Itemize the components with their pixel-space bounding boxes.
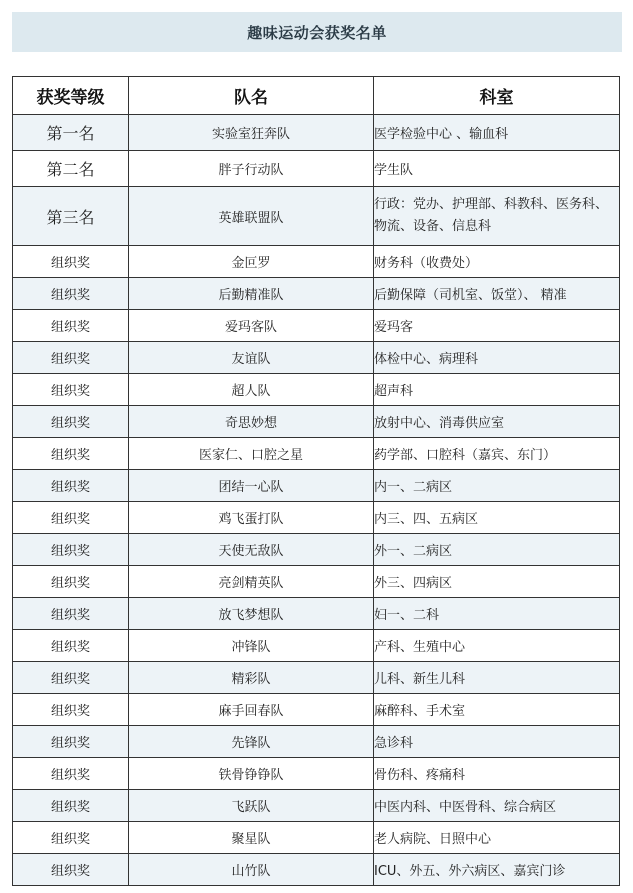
cell-team: 实验室狂奔队: [129, 115, 374, 151]
awards-table: [12, 76, 620, 886]
cell-team: 医家仁、口腔之星: [129, 438, 374, 470]
cell-dept: 放射中心、消毒供应室: [374, 406, 620, 438]
cell-team: 鸡飞蛋打队: [129, 502, 374, 534]
cell-team: 飞跃队: [129, 790, 374, 822]
cell-dept: 后勤保障（司机室、饭堂）、 精准: [374, 278, 620, 310]
cell-team: 亮剑精英队: [129, 566, 374, 598]
cell-level: 组织奖: [13, 406, 129, 438]
cell-team: 团结一心队: [129, 470, 374, 502]
table-row: [13, 187, 620, 246]
cell-team: 麻手回春队: [129, 694, 374, 726]
cell-team: 山竹队: [129, 854, 374, 886]
header-dept: 科室: [374, 77, 620, 115]
page-title: 趣味运动会获奖名单: [247, 23, 387, 42]
cell-level: 组织奖: [13, 790, 129, 822]
table-row: [13, 438, 620, 470]
cell-team: 爱玛客队: [129, 310, 374, 342]
cell-team: 奇思妙想: [129, 406, 374, 438]
table-row: [13, 854, 620, 886]
cell-team: 英雄联盟队: [129, 187, 374, 246]
table-row: [13, 374, 620, 406]
table-row: [13, 822, 620, 854]
cell-level: 组织奖: [13, 502, 129, 534]
cell-dept: 老人病院、日照中心: [374, 822, 620, 854]
cell-team: 聚星队: [129, 822, 374, 854]
cell-dept: 儿科、新生儿科: [374, 662, 620, 694]
table-row: [13, 502, 620, 534]
cell-dept: 中医内科、中医骨科、综合病区: [374, 790, 620, 822]
table-row: [13, 115, 620, 151]
cell-dept: 内一、二病区: [374, 470, 620, 502]
table-row: [13, 758, 620, 790]
cell-team: 天使无敌队: [129, 534, 374, 566]
table-row: [13, 598, 620, 630]
table-row: [13, 278, 620, 310]
table-row: [13, 151, 620, 187]
cell-dept: 内三、四、五病区: [374, 502, 620, 534]
title-bar: [12, 12, 622, 52]
cell-level: 组织奖: [13, 470, 129, 502]
cell-dept: 麻醉科、手术室: [374, 694, 620, 726]
header-team: 队名: [129, 77, 374, 115]
table-row: [13, 342, 620, 374]
cell-team: 放飞梦想队: [129, 598, 374, 630]
cell-level: 第三名: [13, 187, 129, 246]
cell-level: 组织奖: [13, 534, 129, 566]
cell-dept: 急诊科: [374, 726, 620, 758]
cell-dept: 学生队: [374, 151, 620, 187]
table-row: [13, 310, 620, 342]
cell-dept: 外三、四病区: [374, 566, 620, 598]
cell-team: 铁骨铮铮队: [129, 758, 374, 790]
cell-team: 胖子行动队: [129, 151, 374, 187]
table-row: [13, 662, 620, 694]
table-row: [13, 470, 620, 502]
cell-team: 精彩队: [129, 662, 374, 694]
table-row: [13, 246, 620, 278]
cell-level: 组织奖: [13, 278, 129, 310]
table-row: [13, 566, 620, 598]
cell-dept: 外一、二病区: [374, 534, 620, 566]
cell-level: 组织奖: [13, 630, 129, 662]
cell-dept: 妇一、二科: [374, 598, 620, 630]
cell-level: 组织奖: [13, 726, 129, 758]
cell-dept: 行政：党办、护理部、科教科、医务科、物流、设备、信息科: [374, 187, 620, 246]
cell-team: 先锋队: [129, 726, 374, 758]
cell-dept: 医学检验中心 、输血科: [374, 115, 620, 151]
table-row: [13, 406, 620, 438]
cell-team: 金叵罗: [129, 246, 374, 278]
cell-level: 第二名: [13, 151, 129, 187]
cell-team: 超人队: [129, 374, 374, 406]
table-header-row: [13, 77, 620, 115]
cell-level: 组织奖: [13, 374, 129, 406]
cell-dept: 产科、生殖中心: [374, 630, 620, 662]
cell-level: 组织奖: [13, 598, 129, 630]
cell-level: 组织奖: [13, 694, 129, 726]
cell-dept: ICU、外五、外六病区、嘉宾门诊: [374, 854, 620, 886]
cell-level: 组织奖: [13, 246, 129, 278]
table-row: [13, 726, 620, 758]
cell-dept: 超声科: [374, 374, 620, 406]
cell-level: 第一名: [13, 115, 129, 151]
cell-dept: 爱玛客: [374, 310, 620, 342]
table-row: [13, 694, 620, 726]
cell-level: 组织奖: [13, 438, 129, 470]
cell-level: 组织奖: [13, 342, 129, 374]
cell-level: 组织奖: [13, 758, 129, 790]
cell-team: 后勤精准队: [129, 278, 374, 310]
cell-dept: 药学部、口腔科（嘉宾、东门）: [374, 438, 620, 470]
table-row: [13, 630, 620, 662]
cell-level: 组织奖: [13, 310, 129, 342]
cell-team: 友谊队: [129, 342, 374, 374]
table-row: [13, 790, 620, 822]
cell-level: 组织奖: [13, 662, 129, 694]
header-level: 获奖等级: [13, 77, 129, 115]
cell-dept: 财务科（收费处）: [374, 246, 620, 278]
cell-level: 组织奖: [13, 854, 129, 886]
cell-team: 冲锋队: [129, 630, 374, 662]
cell-dept: 骨伤科、疼痛科: [374, 758, 620, 790]
table-row: [13, 534, 620, 566]
cell-level: 组织奖: [13, 822, 129, 854]
cell-dept: 体检中心、病理科: [374, 342, 620, 374]
cell-level: 组织奖: [13, 566, 129, 598]
